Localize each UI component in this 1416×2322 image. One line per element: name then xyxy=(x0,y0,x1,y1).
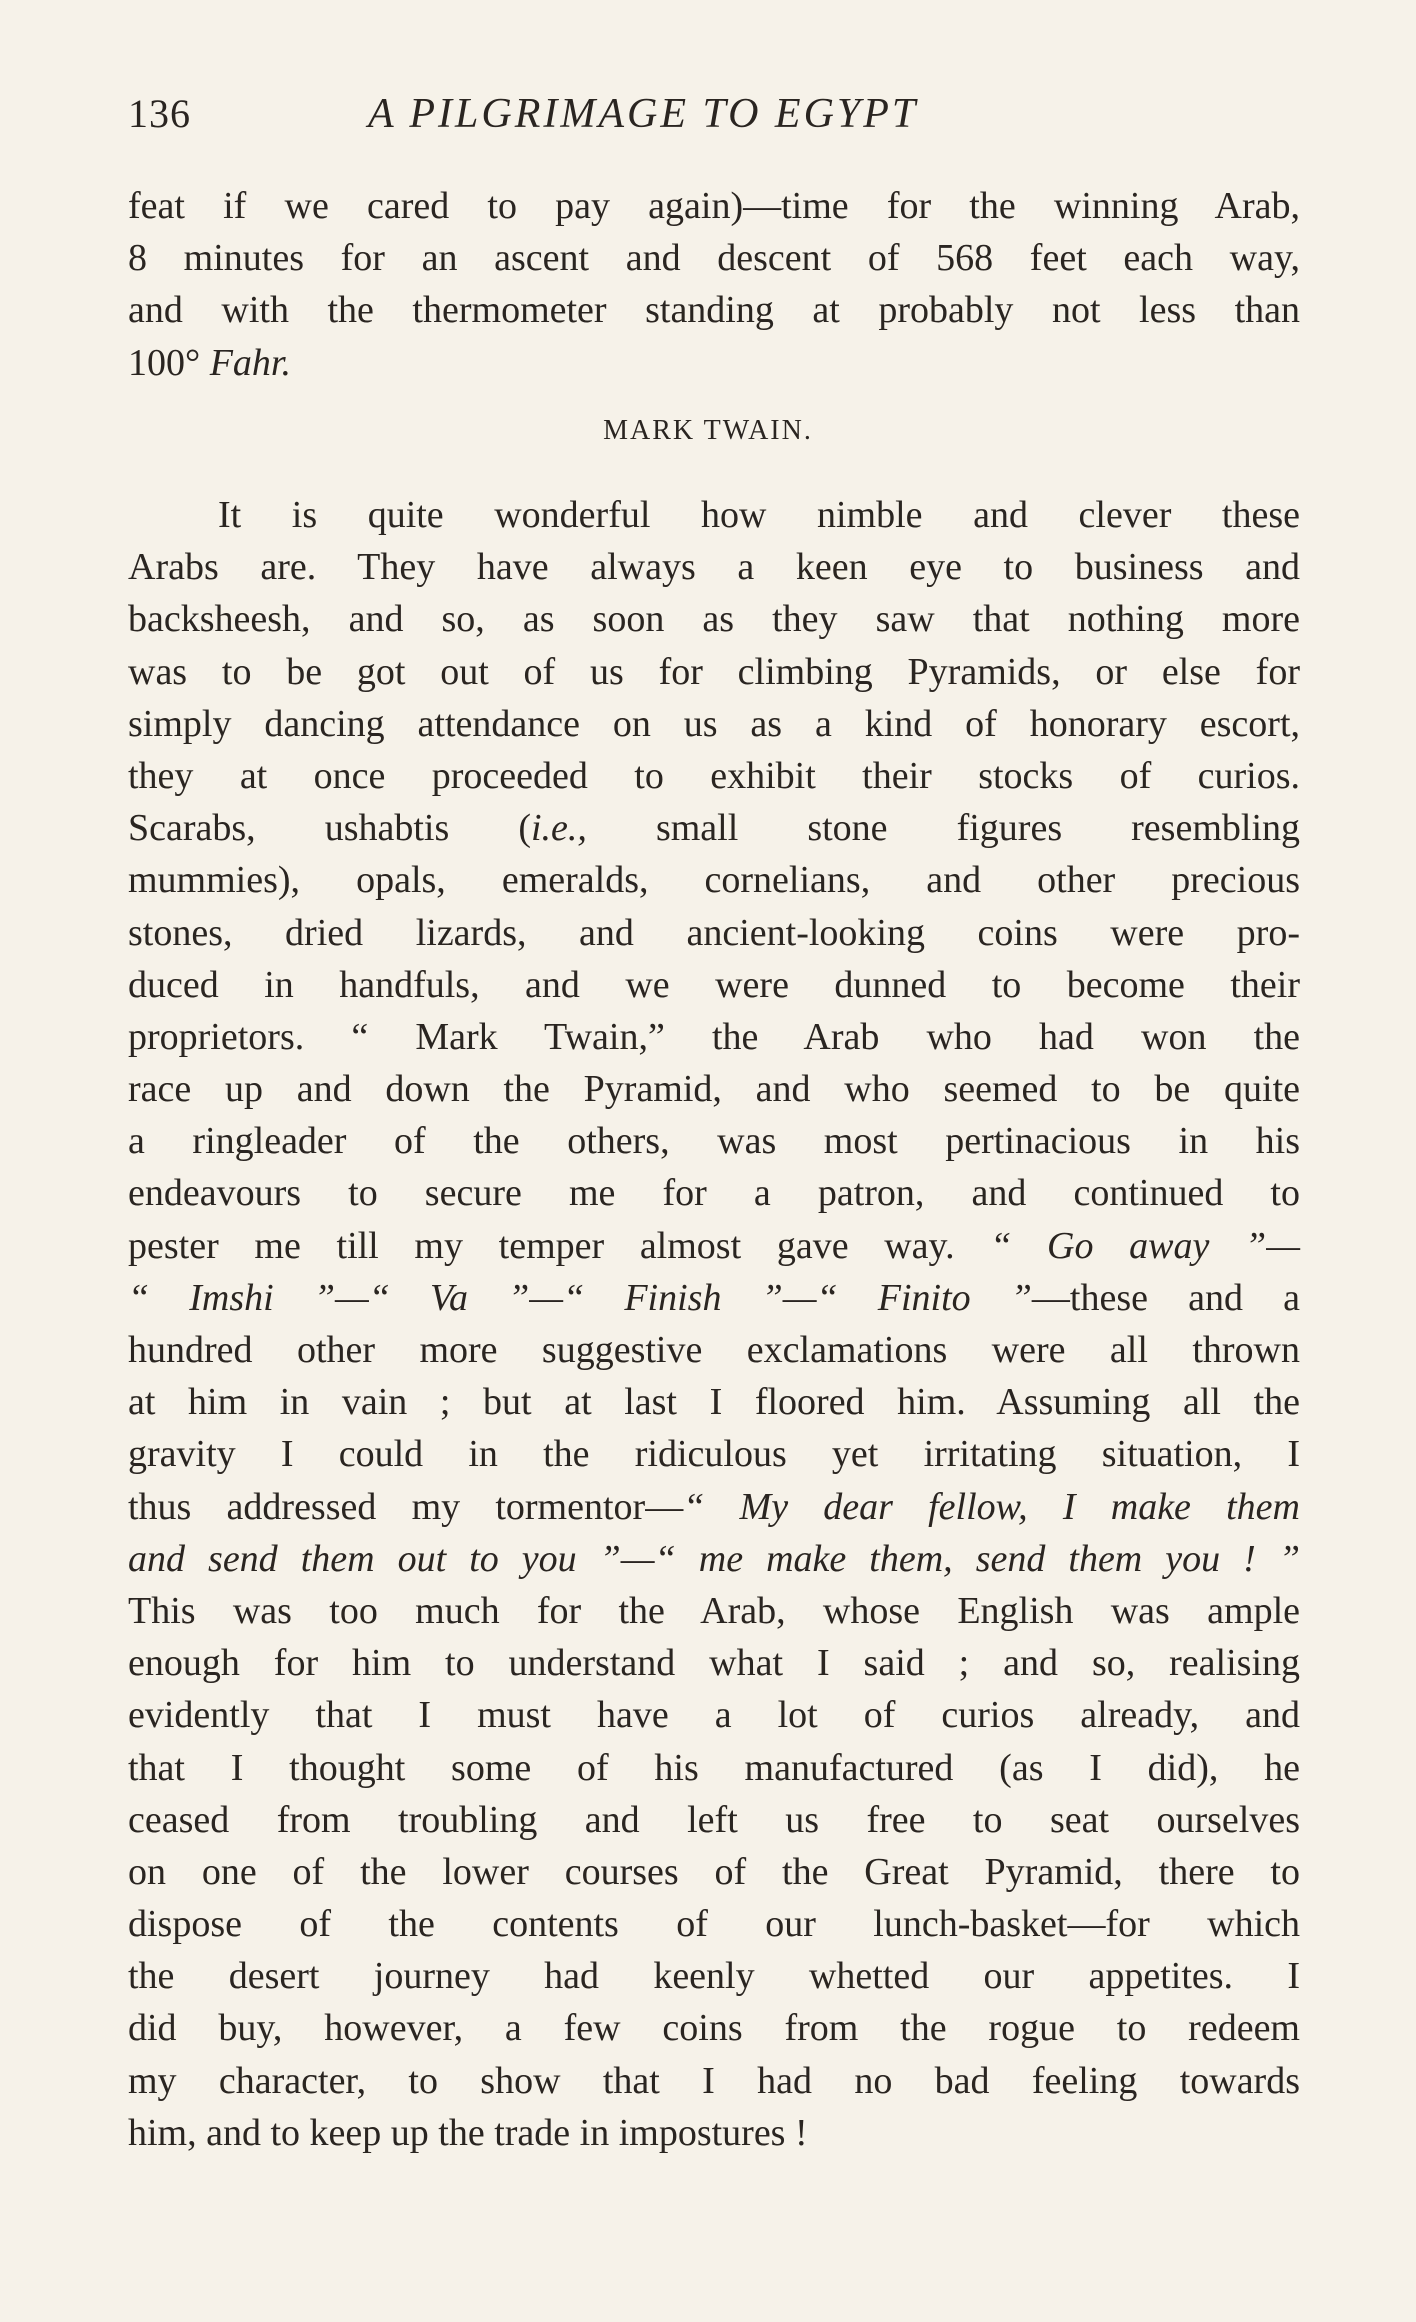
text-line: at him in vain ; but at last I floored him. Assuming all the xyxy=(128,1381,1300,1424)
text-line: mummies), opals, emeralds, cornelians, and other precious xyxy=(128,859,1300,902)
temperature-value: 100° xyxy=(128,341,210,384)
text-line xyxy=(128,1533,1300,1585)
text-line: dispose of the contents of our lunch-basket—for which xyxy=(128,1903,1300,1946)
text-line xyxy=(128,1220,1300,1272)
text-line: This was too much for the Arab, whose English was ample xyxy=(128,1589,1300,1632)
text-line: Arabs are. They have always a keen eye to business and xyxy=(128,546,1300,589)
text-line: was to be got out of us for climbing Pyramids, or else for xyxy=(128,650,1300,693)
quote-signature: MARK TWAIN. xyxy=(603,415,813,446)
text-run: thus addressed my tormentor— xyxy=(128,1485,684,1528)
italic-run: and send them out to you ”—“ me make them, send them you ! ” xyxy=(128,1537,1300,1580)
text-line: a ringleader of the others, was most pertinacious in his xyxy=(128,1120,1300,1163)
text-run: Scarabs, ushabtis ( xyxy=(128,807,531,850)
italic-run: “ Imshi ”—“ Va ”—“ Finish ”—“ Finito ” xyxy=(128,1276,1032,1319)
text-line: race up and down the Pyramid, and who seemed to be quite xyxy=(128,1068,1300,1111)
text-line xyxy=(128,802,1300,854)
text-line: duced in handfuls, and we were dunned to become their xyxy=(128,963,1300,1006)
continued-paragraph xyxy=(128,180,1300,389)
running-title: A PILGRIMAGE TO EGYPT xyxy=(368,91,919,137)
text-run: —these and a xyxy=(1031,1276,1300,1319)
temperature-unit: Fahr. xyxy=(209,341,291,384)
text-line: stones, dried lizards, and ancient-looking coins were pro- xyxy=(128,911,1300,954)
italic-run: “ Go away ”— xyxy=(990,1224,1300,1267)
text-run: small stone figures resembling xyxy=(586,807,1300,850)
text-line xyxy=(128,1272,1300,1324)
text-line: endeavours to secure me for a patron, and continued to xyxy=(128,1172,1300,1215)
text-line: the desert journey had keenly whetted our appetites. I xyxy=(128,1955,1300,1998)
text-line xyxy=(128,337,1300,389)
italic-run: “ My dear fellow, I make them xyxy=(683,1485,1300,1528)
text-line: hundred other more suggestive exclamations were all thrown xyxy=(128,1329,1300,1371)
text-line: ceased from troubling and left us free to seat ourselves xyxy=(128,1798,1300,1841)
text-line: and with the thermometer standing at probably not less than xyxy=(128,289,1300,332)
text-line: that I thought some of his manufactured (as I did), he xyxy=(128,1746,1300,1789)
text-line: they at once proceeded to exhibit their stocks of curios. xyxy=(128,754,1300,797)
page-header xyxy=(128,90,1298,150)
text-line: gravity I could in the ridiculous yet irritating situation, I xyxy=(128,1433,1300,1476)
text-line: on one of the lower courses of the Great Pyramid, there to xyxy=(128,1850,1300,1893)
text-line: It is quite wonderful how nimble and clever these xyxy=(218,494,1300,536)
text-line: my character, to show that I had no bad feeling towards xyxy=(128,2059,1300,2102)
main-paragraph xyxy=(128,489,1300,2159)
text-line: feat if we cared to pay again)—time for the winning Arab, xyxy=(128,185,1300,227)
text-line: simply dancing attendance on us as a kind of honorary escort, xyxy=(128,702,1300,745)
text-run: pester me till my temper almost gave way. xyxy=(128,1224,991,1267)
text-line: him, and to keep up the trade in impostures ! xyxy=(128,2111,808,2154)
text-line: enough for him to understand what I said ; and so, realising xyxy=(128,1642,1300,1685)
text-line: did buy, however, a few coins from the rogue to redeem xyxy=(128,2007,1300,2050)
italic-run: i.e., xyxy=(530,807,587,850)
page-number: 136 xyxy=(128,91,191,136)
text-line: proprietors. “ Mark Twain,” the Arab who had won the xyxy=(128,1015,1300,1058)
text-line: backsheesh, and so, as soon as they saw that nothing more xyxy=(128,598,1300,641)
text-line xyxy=(128,1481,1300,1533)
text-line: evidently that I must have a lot of curios already, and xyxy=(128,1694,1300,1737)
text-line: 8 minutes for an ascent and descent of 568 feet each way, xyxy=(128,237,1300,280)
